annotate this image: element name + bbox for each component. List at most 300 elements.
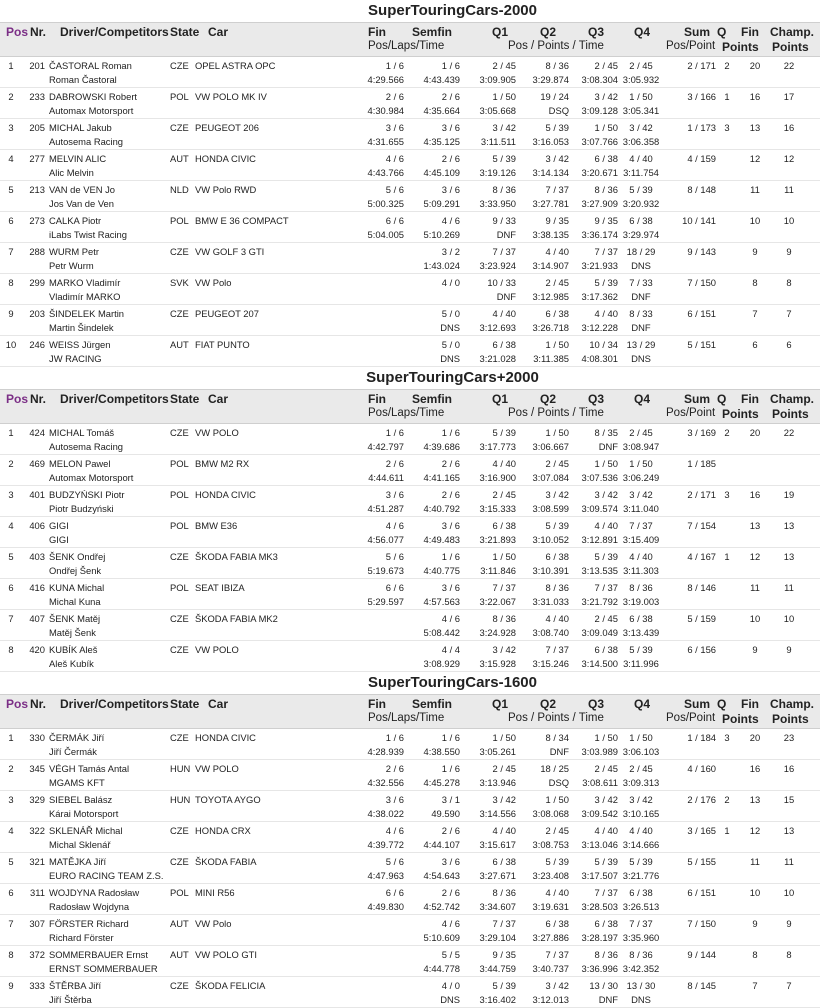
q4-pos-points: 2 / 45 <box>629 427 653 438</box>
sum-pos-point: 2 / 171 <box>687 489 716 500</box>
car-cell: VW Polo <box>195 277 232 288</box>
car-cell: PEUGEOT 207 <box>195 308 259 319</box>
q2-time: 3:16.053 <box>532 136 569 147</box>
driver-name: FÖRSTER Richard <box>49 918 129 929</box>
team-name: Vladimír MARKO <box>49 291 121 302</box>
q4-pos-points: 5 / 39 <box>629 856 653 867</box>
col-driver-header: Driver/Competitors <box>60 697 169 711</box>
position-cell: 3 <box>8 489 14 500</box>
q1-pos-points: 3 / 42 <box>492 122 516 133</box>
q3-time: 3:09.542 <box>581 808 618 819</box>
col-champ-header: Champ. <box>770 697 815 711</box>
champ-points: 10 <box>783 887 795 898</box>
q4-pos-points: 1 / 50 <box>629 732 653 743</box>
table-row <box>0 610 820 641</box>
car-cell: BMW E36 <box>195 520 238 531</box>
fin-points: 9 <box>752 918 758 929</box>
state-cell: AUT <box>170 918 189 929</box>
car-number-cell: 213 <box>29 184 45 195</box>
sum-pos-point: 4 / 160 <box>687 763 716 774</box>
q1-time: 3:27.671 <box>479 870 516 881</box>
fin-time: 4:51.287 <box>367 503 404 514</box>
q4-pos-points: 8 / 33 <box>629 308 653 319</box>
semfin-time: 4:38.550 <box>423 746 460 757</box>
q2-time: 3:08.068 <box>532 808 569 819</box>
q4-time: 3:05.932 <box>622 74 660 85</box>
champ-points: 9 <box>786 918 792 929</box>
fin-time: 4:28.939 <box>367 746 404 757</box>
fin-pos-laps: 1 / 6 <box>385 427 404 438</box>
champ-points: 12 <box>783 153 795 164</box>
champ-points: 9 <box>786 246 792 257</box>
fin-time: 5:19.673 <box>367 565 404 576</box>
q3-time: 4:08.301 <box>581 353 618 364</box>
col-pospoints-subheader: Pos / Points / Time <box>508 712 604 724</box>
q1-pos-points: 8 / 36 <box>492 184 516 195</box>
champ-points: 13 <box>783 551 795 562</box>
semfin-time: 4:57.563 <box>423 596 460 607</box>
q3-time: 3:13.046 <box>581 839 618 850</box>
sum-pos-point: 6 / 151 <box>687 308 716 319</box>
q2-pos-points: 8 / 34 <box>545 732 569 743</box>
q3-pos-points: 9 / 35 <box>594 215 618 226</box>
q4-time: 3:11.303 <box>623 565 659 576</box>
state-cell: NLD <box>170 184 189 195</box>
col-sum-header: Sum <box>684 697 711 711</box>
fin-points: 9 <box>752 644 758 655</box>
sum-pos-point: 8 / 148 <box>687 184 716 195</box>
q3-pos-points: 13 / 30 <box>589 980 618 991</box>
section-title: SuperTouringCars-2000 <box>368 2 537 19</box>
semfin-pos-laps: 5 / 5 <box>441 949 460 960</box>
q3-pos-points: 3 / 42 <box>594 91 618 102</box>
champ-points: 9 <box>786 644 792 655</box>
fin-points: 16 <box>749 763 761 774</box>
position-cell: 4 <box>8 825 14 836</box>
q1-pos-points: 9 / 35 <box>492 949 516 960</box>
semfin-pos-laps: 4 / 0 <box>441 277 460 288</box>
q-points: 3 <box>724 489 730 500</box>
q2-time: 3:29.874 <box>532 74 569 85</box>
q4-pos-points: 7 / 33 <box>629 277 653 288</box>
car-number-cell: 406 <box>29 520 45 531</box>
semfin-pos-laps: 2 / 6 <box>441 153 460 164</box>
col-q1-header: Q1 <box>492 25 509 39</box>
col-poslaps-subheader: Pos/Laps/Time <box>368 712 445 724</box>
table-row <box>0 977 820 1008</box>
col-q3-header: Q3 <box>588 697 605 711</box>
q-points: 3 <box>724 122 730 133</box>
col-q2-header: Q2 <box>540 25 557 39</box>
col-pospoints-subheader: Pos / Points / Time <box>508 40 604 52</box>
col-pos-header: Pos <box>6 392 29 406</box>
q1-pos-points: 6 / 38 <box>492 520 516 531</box>
car-number-cell: 345 <box>29 763 45 774</box>
fin-points: 20 <box>749 427 761 438</box>
champ-points: 13 <box>783 825 795 836</box>
table-header <box>0 389 820 424</box>
table-row <box>0 88 820 119</box>
fin-time: 4:39.772 <box>367 839 404 850</box>
team-name: Radosław Wojdyna <box>49 901 130 912</box>
col-q-header: Q <box>717 697 727 711</box>
col-q1-header: Q1 <box>492 697 509 711</box>
driver-name: MATĚJKA Jiří <box>49 856 107 867</box>
q1-time: 3:22.067 <box>479 596 516 607</box>
q3-pos-points: 7 / 37 <box>594 887 618 898</box>
sum-pos-point: 4 / 159 <box>687 153 716 164</box>
semfin-pos-laps: 3 / 6 <box>441 520 460 531</box>
team-name: Autosema Racing <box>49 136 123 147</box>
team-name: EURO RACING TEAM Z.S. <box>49 870 164 881</box>
table-row <box>0 486 820 517</box>
team-name: Autosema Racing <box>49 441 123 452</box>
fin-time: 4:38.022 <box>367 808 404 819</box>
semfin-pos-laps: 1 / 6 <box>441 732 460 743</box>
team-name: Jos Van de Ven <box>49 198 114 209</box>
sum-pos-point: 8 / 146 <box>687 582 716 593</box>
car-number-cell: 401 <box>29 489 45 500</box>
q3-pos-points: 2 / 45 <box>594 60 618 71</box>
fin-time: 4:32.556 <box>367 777 404 788</box>
sum-pos-point: 7 / 150 <box>687 277 716 288</box>
state-cell: SVK <box>170 277 189 288</box>
car-number-cell: 299 <box>29 277 45 288</box>
sum-pos-point: 5 / 159 <box>687 613 716 624</box>
q2-pos-points: 6 / 38 <box>545 308 569 319</box>
q1-pos-points: 7 / 37 <box>492 918 516 929</box>
q4-pos-points: 8 / 36 <box>629 949 653 960</box>
q1-pos-points: 8 / 36 <box>492 887 516 898</box>
q4-pos-points: 7 / 37 <box>629 918 653 929</box>
fin-points: 10 <box>749 215 761 226</box>
fin-time: 4:56.077 <box>367 534 404 545</box>
q4-pos-points: 5 / 39 <box>629 184 653 195</box>
fin-time: 4:31.655 <box>367 136 404 147</box>
car-cell: VW POLO GTI <box>195 949 257 960</box>
driver-name: SOMMERBAUER Ernst <box>49 949 148 960</box>
fin-pos-laps: 6 / 6 <box>385 582 404 593</box>
fin-points: 10 <box>749 613 761 624</box>
team-name: Martin Šindelek <box>49 322 114 333</box>
champ-points: 11 <box>784 582 794 593</box>
table-row <box>0 853 820 884</box>
champ-points: 11 <box>784 856 794 867</box>
col-champ-points-subheader: Points <box>772 712 809 726</box>
fin-pos-laps: 5 / 6 <box>385 856 404 867</box>
q1-time: 3:14.556 <box>479 808 516 819</box>
sum-pos-point: 1 / 184 <box>687 732 716 743</box>
q2-time: 3:08.740 <box>532 627 569 638</box>
champ-points: 16 <box>783 763 795 774</box>
fin-time: 4:30.984 <box>367 105 404 116</box>
q4-time: 3:19.003 <box>622 596 660 607</box>
driver-name: MARKO Vladimír <box>49 277 121 288</box>
driver-name: WOJDYNA Radosław <box>49 887 140 898</box>
fin-time: 5:00.325 <box>367 198 404 209</box>
q2-pos-points: 18 / 25 <box>540 763 569 774</box>
q1-pos-points: 1 / 50 <box>492 91 516 102</box>
class-section <box>0 0 820 367</box>
state-cell: CZE <box>170 427 189 438</box>
car-number-cell: 288 <box>29 246 45 257</box>
q2-pos-points: 9 / 35 <box>545 215 569 226</box>
q2-time: 3:19.631 <box>532 901 569 912</box>
q4-pos-points: 3 / 42 <box>629 489 653 500</box>
col-car-header: Car <box>208 25 229 39</box>
fin-points: 8 <box>752 277 758 288</box>
state-cell: CZE <box>170 246 189 257</box>
driver-name: ČASTORAL Roman <box>49 60 132 71</box>
q2-pos-points: 19 / 24 <box>540 91 569 102</box>
q3-time: DNF <box>598 441 618 452</box>
q1-time: 3:29.104 <box>479 932 516 943</box>
table-row <box>0 274 820 305</box>
champ-points: 11 <box>784 184 794 195</box>
q4-time: 3:08.947 <box>622 441 660 452</box>
car-cell: VW POLO <box>195 763 239 774</box>
q1-pos-points: 6 / 38 <box>492 856 516 867</box>
sum-pos-point: 8 / 145 <box>687 980 716 991</box>
q1-pos-points: 8 / 36 <box>492 613 516 624</box>
q1-time: 3:13.946 <box>479 777 516 788</box>
q4-time: 3:15.409 <box>622 534 660 545</box>
semfin-pos-laps: 2 / 6 <box>441 91 460 102</box>
position-cell: 8 <box>8 644 14 655</box>
q2-pos-points: 3 / 42 <box>545 980 569 991</box>
q3-pos-points: 1 / 50 <box>594 122 618 133</box>
team-name: Kárai Motorsport <box>49 808 119 819</box>
q2-time: 3:23.408 <box>532 870 569 881</box>
position-cell: 4 <box>8 153 14 164</box>
q2-pos-points: 5 / 39 <box>545 122 569 133</box>
driver-name: SKLENÁŘ Michal <box>49 825 123 836</box>
driver-name: ŠINDELEK Martin <box>49 308 125 319</box>
semfin-pos-laps: 3 / 6 <box>441 856 460 867</box>
col-state-header: State <box>170 25 200 39</box>
sum-pos-point: 5 / 151 <box>687 339 716 350</box>
position-cell: 2 <box>8 91 14 102</box>
semfin-time: 4:35.125 <box>423 136 460 147</box>
position-cell: 6 <box>8 215 14 226</box>
sum-pos-point: 2 / 171 <box>687 60 716 71</box>
q3-time: 3:21.933 <box>581 260 618 271</box>
car-cell: VW POLO <box>195 427 239 438</box>
car-cell: VW GOLF 3 GTI <box>195 246 265 257</box>
fin-time: 5:29.597 <box>367 596 404 607</box>
car-cell: VW Polo <box>195 918 232 929</box>
semfin-time: 5:10.609 <box>423 932 460 943</box>
q2-time: 3:27.886 <box>532 932 569 943</box>
col-champ-header: Champ. <box>770 392 815 406</box>
q4-time: DNS <box>631 994 651 1005</box>
table-row <box>0 915 820 946</box>
car-cell: ŠKODA FABIA MK3 <box>195 551 278 562</box>
state-cell: CZE <box>170 613 189 624</box>
table-row <box>0 517 820 548</box>
car-number-cell: 372 <box>29 949 45 960</box>
car-number-cell: 330 <box>29 732 45 743</box>
table-row <box>0 305 820 336</box>
sum-pos-point: 7 / 150 <box>687 918 716 929</box>
sum-pos-point: 4 / 167 <box>687 551 716 562</box>
position-cell: 2 <box>8 458 14 469</box>
q1-pos-points: 2 / 45 <box>492 763 516 774</box>
sum-pos-point: 5 / 155 <box>687 856 716 867</box>
champ-points: 8 <box>786 949 792 960</box>
team-name: Automax Motorsport <box>49 105 134 116</box>
q1-pos-points: 7 / 37 <box>492 582 516 593</box>
champ-points: 13 <box>783 520 795 531</box>
driver-name: WURM Petr <box>49 246 99 257</box>
position-cell: 5 <box>8 184 14 195</box>
q2-time: 3:26.718 <box>532 322 569 333</box>
col-nr-header: Nr. <box>30 25 47 39</box>
q4-time: 3:26.513 <box>622 901 660 912</box>
q4-time: 3:13.439 <box>622 627 660 638</box>
q3-time: 3:09.049 <box>581 627 618 638</box>
table-row <box>0 884 820 915</box>
col-champ-header: Champ. <box>770 25 815 39</box>
col-q2-header: Q2 <box>540 392 557 406</box>
fin-pos-laps: 6 / 6 <box>385 215 404 226</box>
fin-pos-laps: 2 / 6 <box>385 91 404 102</box>
semfin-pos-laps: 2 / 6 <box>441 458 460 469</box>
team-name: Aleš Kubík <box>49 658 94 669</box>
fin-points: 11 <box>750 184 760 195</box>
q4-time: DNF <box>631 291 651 302</box>
semfin-time: 5:10.269 <box>423 229 460 240</box>
car-number-cell: 246 <box>29 339 45 350</box>
col-points-subheader: Points <box>722 407 759 421</box>
table-header <box>0 694 820 729</box>
col-pos-header: Pos <box>6 697 29 711</box>
fin-time: 4:43.766 <box>367 167 404 178</box>
state-cell: POL <box>170 215 189 226</box>
q1-pos-points: 10 / 33 <box>487 277 516 288</box>
q3-pos-points: 1 / 50 <box>594 458 618 469</box>
driver-name: CALKA Piotr <box>49 215 102 226</box>
car-number-cell: 416 <box>29 582 45 593</box>
driver-name: ČERMÁK Jiří <box>49 732 105 743</box>
q1-time: 3:19.126 <box>479 167 516 178</box>
driver-name: KUNA Michal <box>49 582 105 593</box>
col-driver-header: Driver/Competitors <box>60 25 169 39</box>
fin-points: 16 <box>749 91 761 102</box>
position-cell: 9 <box>8 308 14 319</box>
table-row <box>0 548 820 579</box>
sum-pos-point: 3 / 169 <box>687 427 716 438</box>
semfin-pos-laps: 3 / 6 <box>441 122 460 133</box>
table-row <box>0 243 820 274</box>
class-section <box>0 672 820 1008</box>
col-semfin-header: Semfin <box>412 25 453 39</box>
car-cell: ŠKODA FABIA <box>195 856 257 867</box>
q-points: 2 <box>724 794 730 805</box>
table-row <box>0 946 820 977</box>
position-cell: 4 <box>8 520 14 531</box>
champ-points: 6 <box>786 339 792 350</box>
q4-time: 3:11.996 <box>623 658 659 669</box>
q3-pos-points: 8 / 36 <box>594 184 618 195</box>
table-row <box>0 641 820 672</box>
q1-time: 3:15.333 <box>479 503 516 514</box>
col-pospoint-subheader: Pos/Point <box>666 712 716 724</box>
car-number-cell: 329 <box>29 794 45 805</box>
q3-time: 3:09.128 <box>581 105 618 116</box>
sum-pos-point: 7 / 154 <box>687 520 716 531</box>
state-cell: AUT <box>170 339 189 350</box>
q4-pos-points: 2 / 45 <box>629 763 653 774</box>
car-number-cell: 420 <box>29 644 45 655</box>
fin-pos-laps: 6 / 6 <box>385 887 404 898</box>
semfin-time: 4:39.686 <box>423 441 460 452</box>
fin-points: 16 <box>749 489 761 500</box>
semfin-time: 4:49.483 <box>423 534 460 545</box>
position-cell: 5 <box>8 551 14 562</box>
q4-time: 3:09.313 <box>622 777 660 788</box>
q3-time: 3:07.766 <box>581 136 618 147</box>
fin-points: 12 <box>749 551 761 562</box>
col-q3-header: Q3 <box>588 392 605 406</box>
q1-pos-points: 1 / 50 <box>492 732 516 743</box>
q-points: 1 <box>724 91 730 102</box>
col-sum-header: Sum <box>684 25 711 39</box>
q2-pos-points: 6 / 38 <box>545 551 569 562</box>
position-cell: 7 <box>8 246 14 257</box>
q2-time: 3:08.599 <box>532 503 569 514</box>
q3-time: 3:03.989 <box>581 746 618 757</box>
q1-time: 3:15.928 <box>479 658 516 669</box>
q4-time: 3:06.103 <box>622 746 660 757</box>
q3-time: 3:27.909 <box>581 198 618 209</box>
champ-points: 10 <box>783 215 795 226</box>
q4-time: 3:20.932 <box>622 198 660 209</box>
q1-pos-points: 4 / 40 <box>492 825 516 836</box>
col-sum-header: Sum <box>684 392 711 406</box>
q2-pos-points: 5 / 39 <box>545 520 569 531</box>
team-name: Automax Motorsport <box>49 472 134 483</box>
fin-time: 4:49.830 <box>367 901 404 912</box>
col-q4-header: Q4 <box>634 697 651 711</box>
q-points: 2 <box>724 427 730 438</box>
driver-name: MICHAL Tomáš <box>49 427 115 438</box>
state-cell: CZE <box>170 980 189 991</box>
state-cell: POL <box>170 582 189 593</box>
q3-time: 3:36.174 <box>581 229 618 240</box>
sum-pos-point: 6 / 156 <box>687 644 716 655</box>
team-name: Matěj Šenk <box>49 627 96 638</box>
col-pospoint-subheader: Pos/Point <box>666 40 716 52</box>
semfin-pos-laps: 2 / 6 <box>441 825 460 836</box>
col-nr-header: Nr. <box>30 392 47 406</box>
q2-time: 3:12.985 <box>532 291 569 302</box>
car-cell: MINI R56 <box>195 887 235 898</box>
col-fin-points-header: Fin <box>741 392 759 406</box>
car-cell: HONDA CIVIC <box>195 489 256 500</box>
q3-time: 3:13.535 <box>581 565 618 576</box>
fin-points: 9 <box>752 246 758 257</box>
table-row <box>0 150 820 181</box>
driver-name: MELON Pawel <box>49 458 111 469</box>
fin-time: 4:29.566 <box>367 74 404 85</box>
col-poslaps-subheader: Pos/Laps/Time <box>368 40 445 52</box>
state-cell: POL <box>170 520 189 531</box>
q3-pos-points: 1 / 50 <box>594 732 618 743</box>
fin-points: 10 <box>749 887 761 898</box>
team-name: Roman Častoral <box>49 74 117 85</box>
q2-time: 3:07.084 <box>532 472 569 483</box>
